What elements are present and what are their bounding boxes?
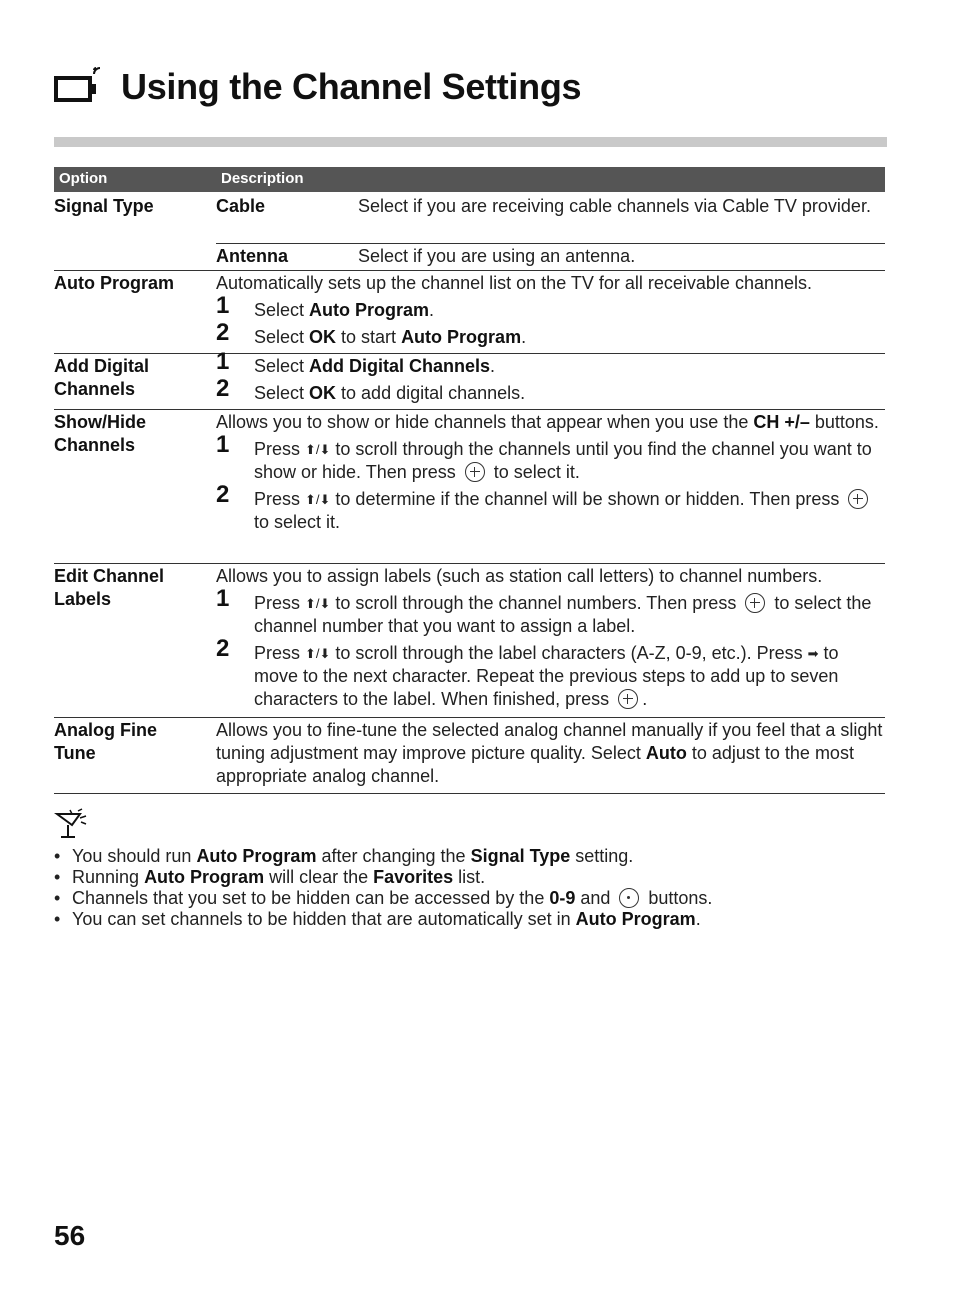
up-down-arrow-icon: ⬆/⬇ (305, 492, 331, 507)
tip-item: • You should run Auto Program after changing the Signal Type setting. (54, 846, 894, 867)
description-column-header: Description (221, 170, 304, 187)
up-down-arrow-icon: ⬆/⬇ (305, 442, 331, 457)
step (216, 431, 885, 484)
step-text: Press (254, 643, 306, 663)
step-text-bold: Auto Program (401, 327, 522, 347)
step-text: to add digital channels. (336, 383, 526, 403)
table-row-add-digital-channels (54, 348, 885, 410)
option-description (216, 718, 885, 788)
step (216, 481, 885, 534)
step-number: 2 (216, 635, 230, 662)
step-text: . (490, 356, 496, 376)
step-text: . (521, 327, 527, 347)
option-name: Add Digital Channels (54, 356, 149, 399)
table-row-analog-fine-tune (54, 718, 885, 794)
option-description: Automatically sets up the channel list on the TV for all receivable channels. (216, 273, 812, 293)
step-text: Press (254, 593, 306, 613)
page-number: 56 (54, 1220, 86, 1251)
enter-button-icon (619, 888, 639, 908)
option-column-header: Option (59, 170, 108, 187)
option-name: Signal Type (54, 196, 154, 216)
step-text-bold: Add Digital Channels (309, 356, 491, 376)
option-name: Analog Fine Tune (54, 720, 157, 763)
step-text: to select the channel number that you want to assign a label. (254, 593, 872, 636)
step (216, 348, 885, 378)
step-text: to scroll through the channel numbers. Then press (330, 593, 742, 613)
step-text: to start (336, 327, 402, 347)
description-text-bold: Auto (645, 743, 687, 763)
tip-item: • Running Auto Program will clear the Favorites list. (54, 867, 894, 888)
title-divider (54, 137, 887, 147)
page-title: Using the Channel Settings (121, 66, 582, 107)
tip-item: • You can set channels to be hidden that are automatically set in Auto Program. (54, 909, 894, 930)
sub-option-name: Cable (216, 196, 266, 216)
step (216, 292, 885, 322)
step-number: 1 (216, 348, 230, 375)
ok-button-icon (745, 593, 765, 613)
step (216, 375, 885, 405)
step-text-bold: OK (309, 327, 337, 347)
page-header (54, 58, 914, 118)
step-number: 2 (216, 319, 230, 346)
step-text: . (642, 689, 648, 709)
description-text: Allows you to fine-tune the selected analog channel manually if you feel that a slight tuning adjustment may improve picture quality. Select (216, 720, 883, 763)
hint-lamp-icon (54, 808, 92, 842)
step-text-bold: Auto Program (309, 300, 430, 320)
step (216, 585, 885, 638)
step-number: 2 (216, 481, 230, 508)
option-name: Auto Program (54, 273, 175, 293)
step-text: Press (254, 439, 306, 459)
option-name: Show/Hide Channels (54, 412, 147, 455)
step-number: 1 (216, 292, 230, 319)
ok-button-icon (465, 462, 485, 482)
sub-option-name: Antenna (216, 246, 288, 266)
step-text: Select (254, 327, 310, 347)
option-name: Edit Channel Labels (54, 566, 165, 609)
table-row-edit-channel-labels (54, 564, 885, 718)
tips-list (54, 846, 894, 930)
step-text: to determine if the channel will be shown or hidden. Then press (330, 489, 845, 509)
tip-item: • Channels that you set to be hidden can be accessed by the 0-9 and buttons. (54, 888, 894, 909)
sub-option-text: Select if you are using an antenna. (358, 246, 636, 266)
step-text: to scroll through the channels until you find the channel you want to show or hide. Then press (254, 439, 872, 482)
right-arrow-icon: ➡ (807, 646, 819, 661)
option-description (216, 411, 885, 434)
table-header (54, 167, 885, 192)
settings-table (54, 167, 885, 794)
step (216, 635, 885, 711)
ok-button-icon (848, 489, 868, 509)
step-text: . (429, 300, 435, 320)
option-description: Allows you to assign labels (such as station call letters) to channel numbers. (216, 566, 823, 586)
step-number: 1 (216, 431, 230, 458)
step-number: 1 (216, 585, 230, 612)
description-text-bold: CH +/– (753, 412, 810, 432)
up-down-arrow-icon: ⬆/⬇ (305, 646, 331, 661)
table-row-show-hide-channels (54, 410, 885, 564)
ok-button-icon (618, 689, 638, 709)
step-text: Press (254, 489, 306, 509)
table-row-auto-program (54, 271, 885, 354)
tv-settings-icon (54, 64, 104, 106)
up-down-arrow-icon: ⬆/⬇ (305, 596, 331, 611)
step-number: 2 (216, 375, 230, 402)
sub-option-text: Select if you are receiving cable channels via Cable TV provider. (358, 196, 871, 216)
step-text: Select (254, 356, 310, 376)
step-text: Select (254, 383, 310, 403)
step-text: to move to the next character. Repeat the previous steps to add up to seven characters to the label. When finished, press (254, 643, 839, 709)
step-text-bold: OK (309, 383, 337, 403)
description-text: buttons. (809, 412, 879, 432)
description-text: to adjust to the most appropriate analog channel. (216, 743, 854, 786)
step-text: Select (254, 300, 310, 320)
table-row-signal-type (54, 192, 885, 271)
description-text: Allows you to show or hide channels that appear when you use the (216, 412, 754, 432)
step (216, 319, 885, 349)
step-text: to select it. (254, 512, 341, 532)
step-text: to scroll through the label characters (A-Z, 0-9, etc.). Press (330, 643, 808, 663)
step-text: to select it. (488, 462, 580, 482)
